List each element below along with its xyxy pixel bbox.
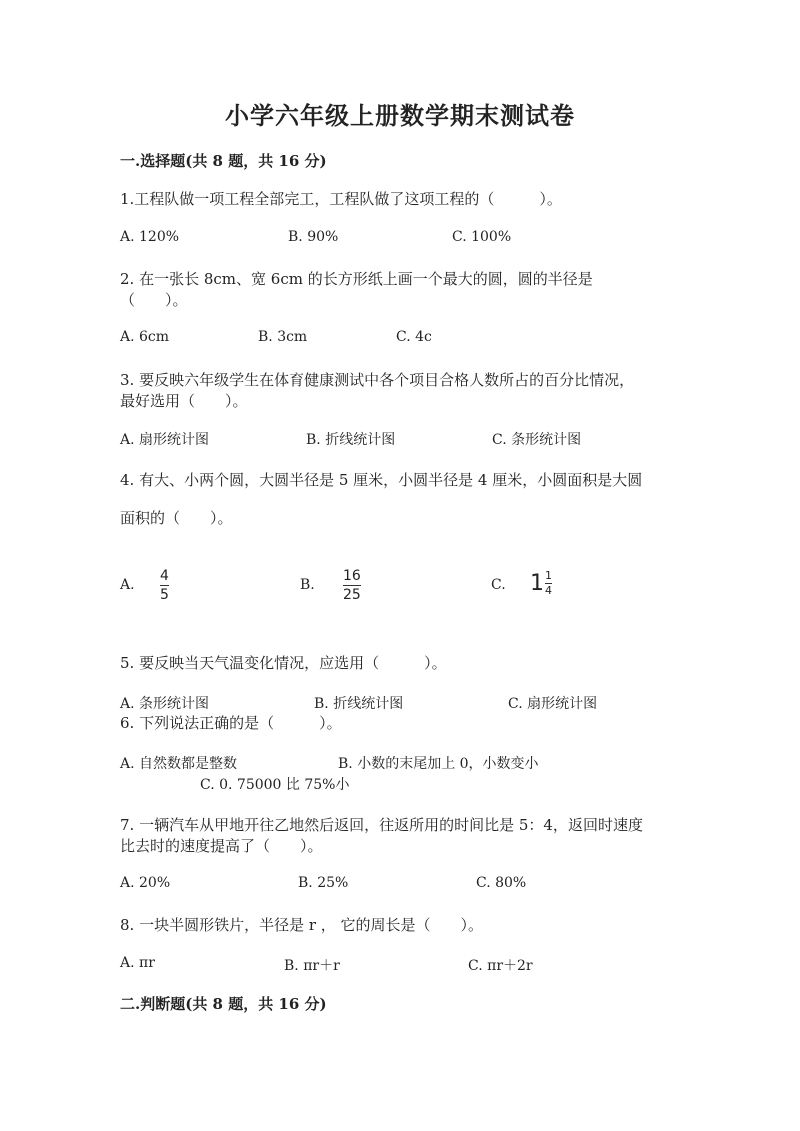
q8-option-c: C. πr＋2r (468, 958, 533, 974)
q1-option-b: B. 90% (288, 229, 339, 245)
q4-option-b-label: B. (300, 577, 315, 593)
q4-option-a-label: A. (120, 577, 135, 593)
question-7-line-2: 比去时的速度提高了（ ）。 (120, 837, 323, 855)
q2-option-a: A. 6cm (120, 329, 170, 345)
q6-option-c: C. 0. 75000 比 75%小 (200, 777, 350, 793)
q8-option-b: B. πr＋r (284, 958, 340, 974)
q4-option-b-fraction (343, 568, 361, 603)
question-3-line-2: 最好选用（ ）。 (120, 392, 248, 410)
q4-option-a-fraction (160, 568, 169, 603)
question-8: 8. 一块半圆形铁片，半径是 r ， 它的周长是（ ）。 (120, 916, 484, 934)
question-7-line-1: 7. 一辆汽车从甲地开往乙地然后返回，往返所用的时间比是 5：4，返回时速度 (120, 816, 643, 834)
q6-option-b: B. 小数的末尾加上 0，小数变小 (338, 756, 539, 772)
question-4-line-2: 面积的（ ）。 (120, 509, 233, 527)
q1-option-c: C. 100% (452, 229, 512, 245)
q5-option-a: A. 条形统计图 (120, 696, 210, 712)
mixed-whole: 1 (530, 571, 544, 596)
fraction-denominator: 4 (545, 584, 552, 597)
q4-option-c-mixed-number (530, 570, 552, 597)
mixed-fraction (545, 570, 552, 597)
q2-option-b: B. 3cm (258, 329, 308, 345)
section-heading-choice: 一.选择题(共 8 题，共 16 分) (120, 152, 327, 170)
q7-option-c: C. 80% (476, 875, 527, 891)
fraction-bar (160, 585, 169, 586)
q5-option-c: C. 扇形统计图 (508, 696, 598, 712)
question-4-line-1: 4. 有大、小两个圆，大圆半径是 5 厘米，小圆半径是 4 厘米，小圆面积是大圆 (120, 471, 643, 489)
question-1: 1.工程队做一项工程全部完工，工程队做了这项工程的（ ）。 (120, 190, 562, 208)
q3-option-b: B. 折线统计图 (306, 432, 396, 448)
q2-option-c: C. 4c (396, 329, 432, 345)
fraction-bar (343, 585, 361, 586)
question-3-line-1: 3. 要反映六年级学生在体育健康测试中各个项目合格人数所占的百分比情况， (120, 371, 635, 389)
q6-option-a: A. 自然数都是整数 (120, 756, 238, 772)
q3-option-a: A. 扇形统计图 (120, 432, 210, 448)
q8-option-a: A. πr (120, 955, 155, 971)
fraction-denominator: 25 (343, 587, 361, 603)
fraction-denominator: 5 (160, 587, 169, 603)
question-2-line-1: 2. 在一张长 8cm、宽 6cm 的长方形纸上画一个最大的圆，圆的半径是 (120, 270, 593, 288)
question-6: 6. 下列说法正确的是（ ）。 (120, 714, 342, 732)
q3-option-c: C. 条形统计图 (492, 432, 582, 448)
q7-option-a: A. 20% (120, 875, 171, 891)
fraction-numerator: 4 (160, 568, 169, 584)
page-title: 小学六年级上册数学期末测试卷 (225, 101, 575, 130)
q5-option-b: B. 折线统计图 (314, 696, 404, 712)
q1-option-a: A. 120% (120, 229, 180, 245)
fraction-numerator: 16 (343, 568, 361, 584)
question-2-line-2: （ ）。 (120, 291, 188, 309)
q4-option-c-label: C. (491, 577, 506, 593)
section-heading-judgement: 二.判断题(共 8 题，共 16 分) (120, 995, 327, 1013)
question-5: 5. 要反映当天气温变化情况，应选用（ ）。 (120, 654, 447, 672)
q7-option-b: B. 25% (298, 875, 349, 891)
fraction-numerator: 1 (545, 569, 552, 582)
